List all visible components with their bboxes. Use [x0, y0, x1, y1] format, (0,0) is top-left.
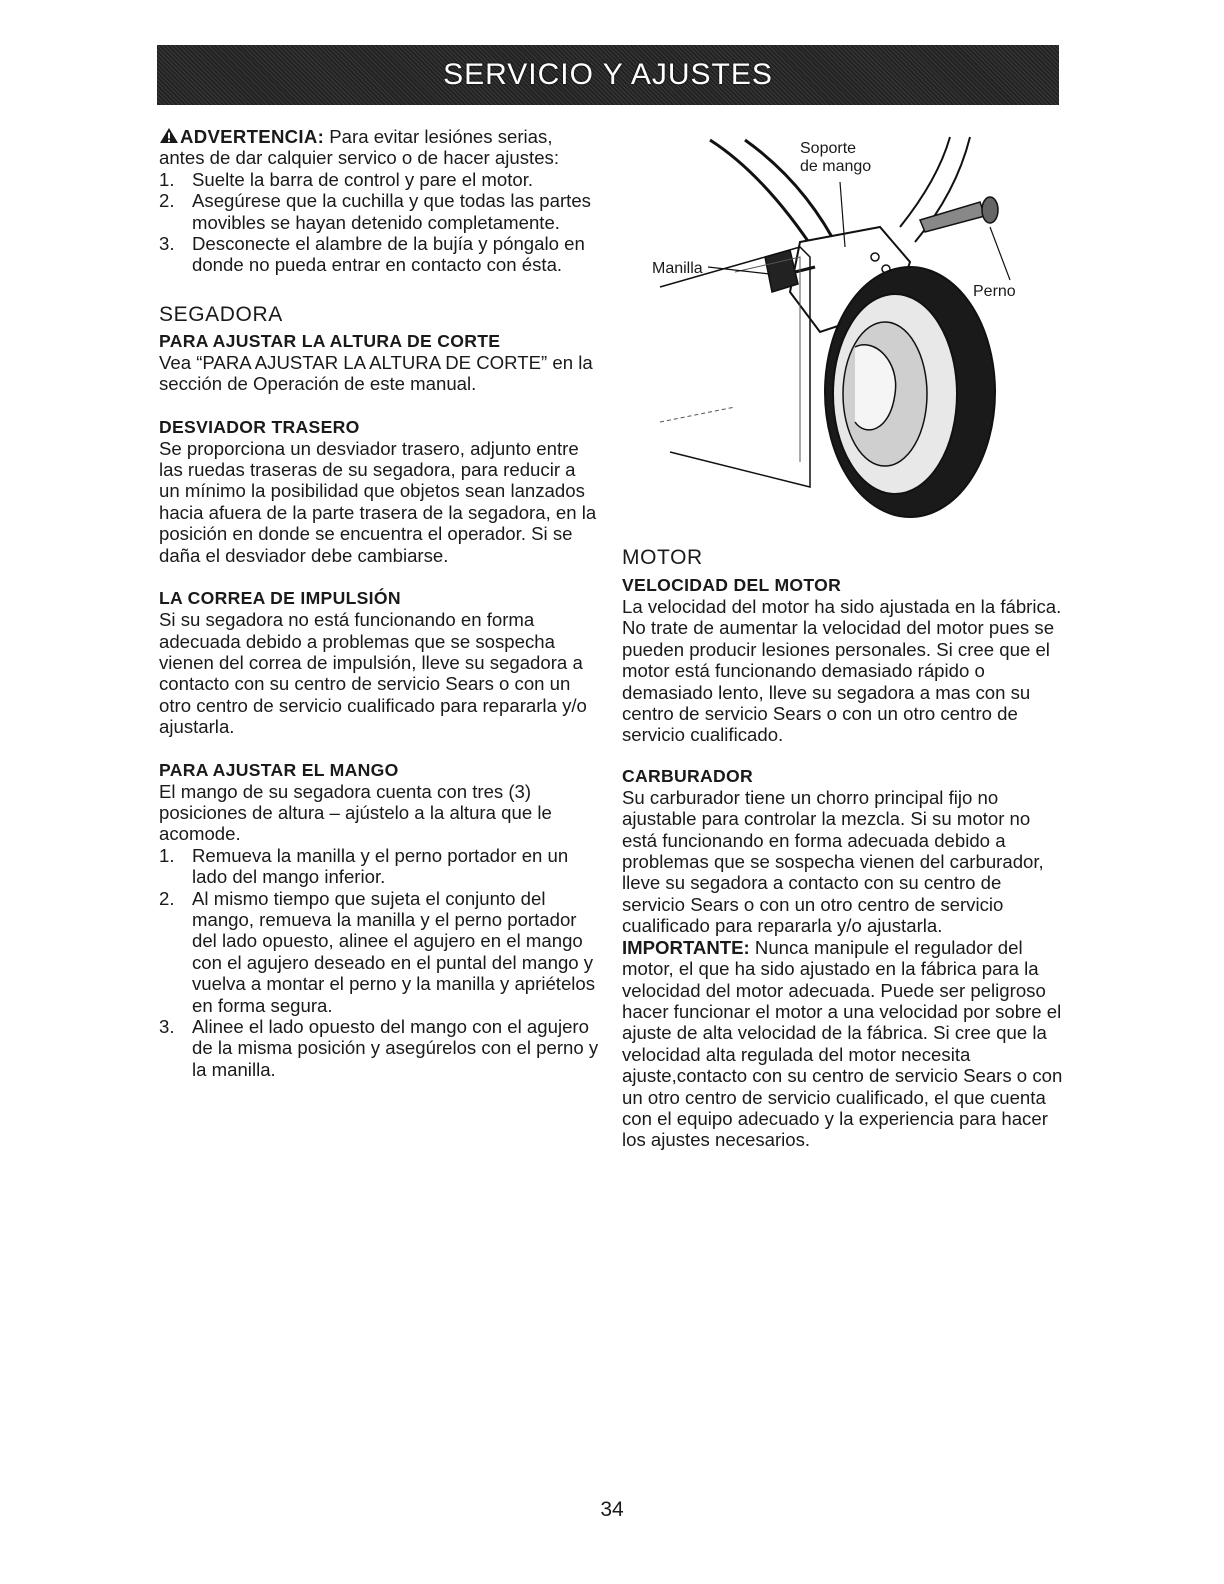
- handle-assembly-figure: [650, 132, 1030, 527]
- handle-steps: [159, 845, 599, 1080]
- cut-height-text: Vea “PARA AJUSTAR LA ALTURA DE CORTE” en la sección de Operación de este manual.: [159, 351, 593, 395]
- carburetor-title: CARBURADOR: [622, 765, 754, 786]
- belt-title: LA CORREA DE IMPULSIÓN: [159, 588, 401, 609]
- warning-paragraph: [159, 126, 599, 169]
- banner-title: SERVICIO Y AJUSTES: [443, 58, 773, 91]
- important-text: Nunca manipule el regulador del motor, el que ha sido ajustado en la fábrica para la velocidad del motor adecuada. Puede ser peligroso hacer funcionar el motor a una velocidad por sobre el ajuste de alta velocidad de la fábrica. Si cree que la velocidad alta regulada del motor necesita ajuste,contacto con su centro de servicio Sears o con un otro centro de servicio cualificado, el que cuenta con el equipo adecuado y la experiencia para hacer los ajustes necesarios.: [622, 936, 1063, 1151]
- list-number: 3.: [159, 1016, 175, 1037]
- deflector-text: Se proporciona un desviador trasero, adjunto entre las ruedas traseras de su segadora, para reducir a un mínimo la posibilidad que objetos sean lanzados hacia afuera de la parte trasera de la segadora, en la posición en donde se encuentra el operador. Si se daña el desviador debe cambiarse.: [159, 437, 597, 566]
- label-knob: Manilla: [652, 260, 703, 277]
- list-item: [159, 888, 599, 1016]
- left-column: [159, 126, 599, 1080]
- list-item: [159, 169, 599, 190]
- label-bracket-line2: de mango: [800, 158, 872, 175]
- handle-title: PARA AJUSTAR EL MANGO: [159, 759, 399, 780]
- list-text: Remueva la manilla y el perno portador en un lado del mango inferior.: [192, 844, 569, 888]
- engine-speed-title: VELOCIDAD DEL MOTOR: [622, 575, 842, 595]
- right-column: [622, 546, 1067, 1151]
- motor-title: MOTOR: [622, 546, 703, 569]
- list-number: 3.: [159, 233, 175, 255]
- list-number: 1.: [159, 168, 175, 190]
- important-paragraph: [622, 937, 1067, 1151]
- segadora-title: SEGADORA: [159, 302, 283, 326]
- list-text: Al mismo tiempo que sujeta el conjunto del mango, remueva la manilla y el perno portador del lado opuesto, alinee el agujero en el mango con el agujero deseado en el puntal del mango y vuelva a montar el perno y la manilla y apriételos en forma segura.: [192, 887, 596, 1016]
- handle-assembly-illustration: [650, 132, 1030, 527]
- list-item: [159, 1016, 599, 1080]
- list-item: [159, 190, 599, 233]
- label-bracket-line1: Soporte: [800, 140, 857, 157]
- list-item: [159, 233, 599, 276]
- handle-intro: El mango de su segadora cuenta con tres (3) posiciones de altura – ajústelo a la altura que le acomode.: [159, 780, 552, 845]
- deflector-title: DESVIADOR TRASERO: [159, 416, 360, 437]
- important-label: IMPORTANTE:: [622, 936, 750, 958]
- belt-text: Si su segadora no está funcionando en forma adecuada debido a problemas que se sospecha vienen del correa de impulsión, lleve su segadora a contacto con su centro de servicio Sears o con un otro centro de servicio cualificado para repararla y/o ajustarla.: [159, 609, 587, 738]
- list-number: 2.: [159, 887, 175, 909]
- list-item: [159, 845, 599, 888]
- warning-label: ADVERTENCIA:: [180, 126, 325, 147]
- warning-triangle-icon: [159, 127, 179, 144]
- list-text: Asegúrese que la cuchilla y que todas las partes movibles se hayan detenido completamente.: [192, 190, 591, 233]
- warning-intro: Para evitar lesiónes serias, antes de dar calquier servico o de hacer ajustes:: [159, 126, 559, 169]
- list-text: Desconecte el alambre de la bujía y póngalo en donde no pueda entrar en contacto con ésta.: [192, 233, 585, 276]
- section-banner: [157, 45, 1059, 105]
- warning-list: [159, 169, 599, 276]
- list-number: 2.: [159, 190, 175, 212]
- label-bolt: Perno: [973, 283, 1016, 300]
- list-text: Suelte la barra de control y pare el motor.: [192, 168, 534, 190]
- list-number: 1.: [159, 844, 175, 866]
- list-text: Alinee el lado opuesto del mango con el agujero de la misma posición y asegúrelos con el perno y la manilla.: [192, 1016, 599, 1080]
- page-number: 34: [600, 1498, 624, 1521]
- engine-speed-text: La velocidad del motor ha sido ajustada en la fábrica. No trate de aumentar la velocidad del motor pues se pueden producir lesiones personales. Si cree que el motor está funcionando demasiado rápido o demasiado lento, lleve su segadora a mas con su centro de servicio Sears o con un otro centro de servicio cualificado.: [622, 596, 1062, 746]
- carburetor-text: Su carburador tiene un chorro principal fijo no ajustable para controlar la mezcla. Si su motor no está funcionando en forma adecuada debido a problemas que se sospecha vienen del carburador, lleve su segadora a contacto con su centro de servicio Sears o con un otro centro de servicio cualificado para repararla y/o ajustarla.: [622, 786, 1044, 937]
- cut-height-title: PARA AJUSTAR LA ALTURA DE CORTE: [159, 330, 501, 351]
